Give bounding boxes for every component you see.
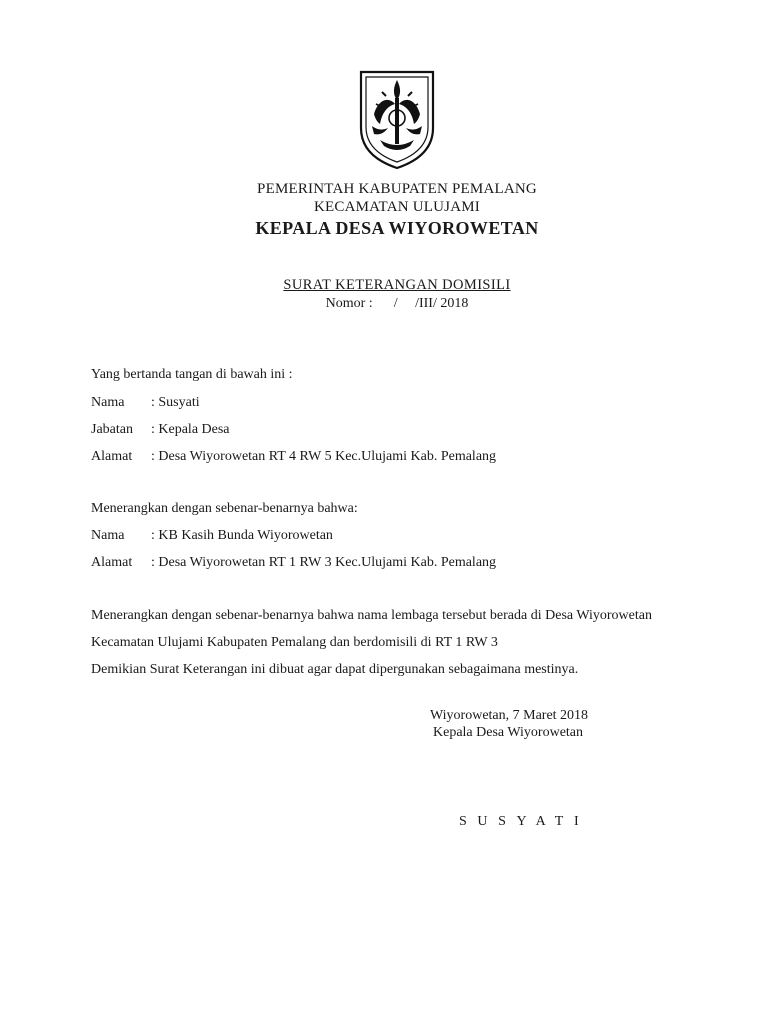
signatory-position-row: [91, 422, 230, 438]
document-title: [0, 277, 768, 294]
header-village-head: KEPALA DESA WIYOROWETAN: [255, 218, 539, 238]
subject-name-value: : KB Kasih Bunda Wiyorowetan: [151, 528, 333, 543]
regency-coat-of-arms-icon: [358, 70, 436, 170]
subject-name-row: [91, 528, 333, 544]
statement-line-1: Menerangkan dengan sebenar-benarnya bahwa nama lembaga tersebut berada di Desa Wiyorowetan: [91, 608, 652, 623]
document-number: Nomor : / /III/ 2018: [325, 296, 469, 311]
signature-name: SUSYATI: [459, 814, 590, 829]
signature-place-date: Wiyorowetan, 7 Maret 2018: [430, 708, 589, 723]
subject-address-value: : Desa Wiyorowetan RT 1 RW 3 Kec.Ulujami Kab. Pemalang: [151, 555, 497, 570]
signatory-address-row: [91, 449, 496, 465]
statement-line-3: Demikian Surat Keterangan ini dibuat agar dapat dipergunakan sebagaimana mestinya.: [91, 662, 579, 677]
header-district: KECAMATAN ULUJAMI: [314, 199, 480, 215]
header-government: PEMERINTAH KABUPATEN PEMALANG: [257, 181, 537, 197]
signature-position: Kepala Desa Wiyorowetan: [433, 725, 584, 740]
signatory-name-label: Nama: [91, 395, 125, 410]
signatory-intro: Yang bertanda tangan di bawah ini :: [91, 367, 293, 382]
signatory-position-label: Jabatan: [91, 422, 133, 437]
document-title-text: SURAT KETERANGAN DOMISILI: [283, 277, 511, 293]
signatory-name-value: : Susyati: [151, 395, 200, 410]
signatory-name-row: [91, 395, 200, 411]
signatory-address-value: : Desa Wiyorowetan RT 4 RW 5 Kec.Ulujami Kab. Pemalang: [151, 449, 497, 464]
subject-address-label: Alamat: [91, 555, 133, 570]
subject-address-row: [91, 555, 496, 571]
subject-intro: Menerangkan dengan sebenar-benarnya bahwa:: [91, 501, 358, 516]
signatory-address-label: Alamat: [91, 449, 133, 464]
signatory-position-value: : Kepala Desa: [151, 422, 230, 437]
statement-line-2: Kecamatan Ulujami Kabupaten Pemalang dan berdomisili di RT 1 RW 3: [91, 635, 498, 650]
subject-name-label: Nama: [91, 528, 125, 543]
